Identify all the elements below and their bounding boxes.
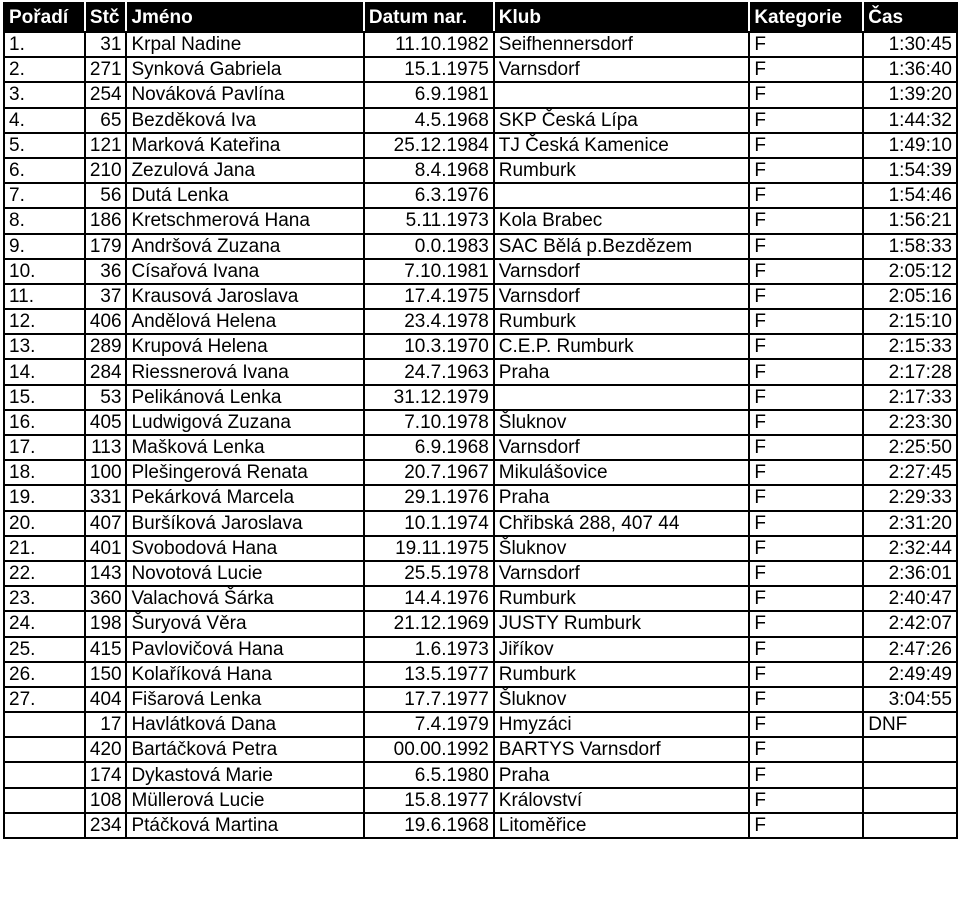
cell-category: F [749, 309, 863, 334]
cell-club: Mikulášovice [494, 460, 750, 485]
table-row [4, 259, 957, 284]
table-row [4, 57, 957, 82]
cell-bib: 271 [85, 57, 127, 82]
cell-club: Rumburk [494, 309, 750, 334]
cell-name: Pelikánová Lenka [126, 385, 363, 410]
cell-name: Fišarová Lenka [126, 687, 363, 712]
cell-category: F [749, 561, 863, 586]
cell-club: Hmyzáci [494, 712, 750, 737]
cell-bib: 198 [85, 611, 127, 636]
cell-name: Šuryová Věra [126, 611, 363, 636]
cell-bib: 36 [85, 259, 127, 284]
header-rank: Pořadí [4, 3, 85, 32]
cell-name: Mašková Lenka [126, 435, 363, 460]
cell-category: F [749, 586, 863, 611]
cell-time: 1:54:39 [863, 158, 957, 183]
table-row [4, 385, 957, 410]
cell-name: Pekárková Marcela [126, 485, 363, 510]
cell-birth: 15.1.1975 [364, 57, 494, 82]
table-body [4, 32, 957, 838]
cell-club: SAC Bělá p.Bezdězem [494, 234, 750, 259]
cell-bib: 420 [85, 737, 127, 762]
cell-time: 2:32:44 [863, 536, 957, 561]
cell-name: Buršíková Jaroslava [126, 511, 363, 536]
cell-birth: 15.8.1977 [364, 788, 494, 813]
cell-birth: 25.12.1984 [364, 133, 494, 158]
cell-bib: 113 [85, 435, 127, 460]
cell-category: F [749, 133, 863, 158]
cell-category: F [749, 762, 863, 787]
cell-time: 2:49:49 [863, 662, 957, 687]
cell-category: F [749, 712, 863, 737]
header-club: Klub [494, 3, 750, 32]
cell-rank: 10. [4, 259, 85, 284]
cell-name: Ludwigová Zuzana [126, 410, 363, 435]
cell-bib: 289 [85, 334, 127, 359]
cell-time [863, 813, 957, 838]
cell-birth: 6.5.1980 [364, 762, 494, 787]
cell-rank: 27. [4, 687, 85, 712]
cell-rank: 8. [4, 208, 85, 233]
table-row [4, 586, 957, 611]
cell-name: Dykastová Marie [126, 762, 363, 787]
cell-time: 2:15:33 [863, 334, 957, 359]
cell-club: Praha [494, 359, 750, 384]
cell-category: F [749, 536, 863, 561]
cell-name: Müllerová Lucie [126, 788, 363, 813]
cell-category: F [749, 158, 863, 183]
cell-rank: 18. [4, 460, 85, 485]
cell-club: Varnsdorf [494, 259, 750, 284]
cell-bib: 179 [85, 234, 127, 259]
cell-name: Synková Gabriela [126, 57, 363, 82]
cell-category: F [749, 284, 863, 309]
cell-bib: 406 [85, 309, 127, 334]
cell-rank: 21. [4, 536, 85, 561]
cell-rank: 22. [4, 561, 85, 586]
cell-bib: 284 [85, 359, 127, 384]
cell-birth: 4.5.1968 [364, 108, 494, 133]
table-row [4, 712, 957, 737]
cell-rank: 6. [4, 158, 85, 183]
cell-rank: 3. [4, 82, 85, 107]
table-header [4, 3, 957, 32]
cell-club: BARTYS Varnsdorf [494, 737, 750, 762]
cell-bib: 100 [85, 460, 127, 485]
table-row [4, 662, 957, 687]
cell-category: F [749, 637, 863, 662]
cell-name: Kretschmerová Hana [126, 208, 363, 233]
table-row [4, 511, 957, 536]
cell-bib: 37 [85, 284, 127, 309]
cell-birth: 10.1.1974 [364, 511, 494, 536]
cell-club: Rumburk [494, 158, 750, 183]
cell-rank: 19. [4, 485, 85, 510]
cell-bib: 401 [85, 536, 127, 561]
cell-category: F [749, 32, 863, 57]
cell-time: 3:04:55 [863, 687, 957, 712]
cell-birth: 31.12.1979 [364, 385, 494, 410]
cell-category: F [749, 662, 863, 687]
cell-bib: 415 [85, 637, 127, 662]
cell-birth: 19.11.1975 [364, 536, 494, 561]
header-bib: Stč [85, 3, 127, 32]
cell-time: 1:56:21 [863, 208, 957, 233]
cell-name: Bezděková Iva [126, 108, 363, 133]
table-row [4, 82, 957, 107]
cell-rank: 4. [4, 108, 85, 133]
cell-category: F [749, 788, 863, 813]
cell-rank [4, 762, 85, 787]
cell-bib: 405 [85, 410, 127, 435]
cell-bib: 331 [85, 485, 127, 510]
cell-club [494, 385, 750, 410]
cell-time: 2:25:50 [863, 435, 957, 460]
cell-birth: 19.6.1968 [364, 813, 494, 838]
table-row [4, 183, 957, 208]
cell-time: 2:05:12 [863, 259, 957, 284]
cell-club: Království [494, 788, 750, 813]
cell-time: 1:58:33 [863, 234, 957, 259]
cell-club: Varnsdorf [494, 57, 750, 82]
cell-birth: 29.1.1976 [364, 485, 494, 510]
cell-birth: 6.3.1976 [364, 183, 494, 208]
cell-club: Chřibská 288, 407 44 [494, 511, 750, 536]
header-name: Jméno [126, 3, 363, 32]
cell-bib: 234 [85, 813, 127, 838]
cell-category: F [749, 259, 863, 284]
cell-club: Litoměřice [494, 813, 750, 838]
cell-rank [4, 712, 85, 737]
cell-time: DNF [863, 712, 957, 737]
cell-birth: 23.4.1978 [364, 309, 494, 334]
cell-bib: 254 [85, 82, 127, 107]
cell-category: F [749, 234, 863, 259]
cell-club: SKP Česká Lípa [494, 108, 750, 133]
cell-category: F [749, 813, 863, 838]
cell-rank: 20. [4, 511, 85, 536]
cell-club: Praha [494, 762, 750, 787]
cell-name: Marková Kateřina [126, 133, 363, 158]
cell-birth: 17.4.1975 [364, 284, 494, 309]
cell-rank: 11. [4, 284, 85, 309]
header-row [4, 3, 957, 32]
cell-birth: 6.9.1968 [364, 435, 494, 460]
table-row [4, 410, 957, 435]
cell-bib: 174 [85, 762, 127, 787]
table-row [4, 813, 957, 838]
table-row [4, 208, 957, 233]
cell-rank: 2. [4, 57, 85, 82]
cell-time [863, 788, 957, 813]
cell-name: Andělová Helena [126, 309, 363, 334]
cell-bib: 186 [85, 208, 127, 233]
cell-club: Seifhennersdorf [494, 32, 750, 57]
cell-club: C.E.P. Rumburk [494, 334, 750, 359]
cell-rank: 24. [4, 611, 85, 636]
cell-time: 2:42:07 [863, 611, 957, 636]
cell-name: Andršová Zuzana [126, 234, 363, 259]
cell-time: 2:23:30 [863, 410, 957, 435]
cell-time: 2:17:33 [863, 385, 957, 410]
cell-club: Šluknov [494, 687, 750, 712]
cell-club: Rumburk [494, 662, 750, 687]
table-row [4, 460, 957, 485]
cell-birth: 7.10.1978 [364, 410, 494, 435]
cell-name: Riessnerová Ivana [126, 359, 363, 384]
cell-name: Pavlovičová Hana [126, 637, 363, 662]
header-category: Kategorie [749, 3, 863, 32]
cell-name: Plešingerová Renata [126, 460, 363, 485]
cell-birth: 5.11.1973 [364, 208, 494, 233]
cell-club: Rumburk [494, 586, 750, 611]
cell-time: 1:30:45 [863, 32, 957, 57]
cell-birth: 21.12.1969 [364, 611, 494, 636]
cell-time [863, 762, 957, 787]
table-row [4, 687, 957, 712]
cell-birth: 25.5.1978 [364, 561, 494, 586]
table-row [4, 611, 957, 636]
cell-club: TJ Česká Kamenice [494, 133, 750, 158]
cell-rank: 26. [4, 662, 85, 687]
cell-birth: 14.4.1976 [364, 586, 494, 611]
cell-birth: 20.7.1967 [364, 460, 494, 485]
cell-bib: 404 [85, 687, 127, 712]
cell-birth: 0.0.1983 [364, 234, 494, 259]
cell-club: JUSTY Rumburk [494, 611, 750, 636]
cell-rank: 9. [4, 234, 85, 259]
cell-bib: 65 [85, 108, 127, 133]
cell-bib: 17 [85, 712, 127, 737]
cell-bib: 143 [85, 561, 127, 586]
cell-club: Šluknov [494, 410, 750, 435]
table-row [4, 637, 957, 662]
cell-club [494, 82, 750, 107]
cell-rank [4, 737, 85, 762]
cell-birth: 6.9.1981 [364, 82, 494, 107]
table-row [4, 133, 957, 158]
cell-category: F [749, 385, 863, 410]
cell-rank: 16. [4, 410, 85, 435]
cell-bib: 31 [85, 32, 127, 57]
table-row [4, 334, 957, 359]
cell-time: 2:29:33 [863, 485, 957, 510]
cell-birth: 11.10.1982 [364, 32, 494, 57]
cell-bib: 407 [85, 511, 127, 536]
cell-rank: 1. [4, 32, 85, 57]
cell-name: Krpal Nadine [126, 32, 363, 57]
cell-category: F [749, 108, 863, 133]
cell-birth: 7.4.1979 [364, 712, 494, 737]
cell-category: F [749, 183, 863, 208]
cell-club [494, 183, 750, 208]
cell-category: F [749, 334, 863, 359]
cell-category: F [749, 485, 863, 510]
cell-birth: 1.6.1973 [364, 637, 494, 662]
cell-bib: 108 [85, 788, 127, 813]
cell-category: F [749, 611, 863, 636]
cell-rank: 7. [4, 183, 85, 208]
cell-rank: 14. [4, 359, 85, 384]
cell-birth: 8.4.1968 [364, 158, 494, 183]
cell-club: Jiříkov [494, 637, 750, 662]
cell-club: Šluknov [494, 536, 750, 561]
cell-club: Varnsdorf [494, 561, 750, 586]
header-time: Čas [863, 3, 957, 32]
cell-time: 1:36:40 [863, 57, 957, 82]
cell-rank: 23. [4, 586, 85, 611]
cell-category: F [749, 57, 863, 82]
cell-birth: 13.5.1977 [364, 662, 494, 687]
cell-time: 2:40:47 [863, 586, 957, 611]
cell-name: Novotová Lucie [126, 561, 363, 586]
cell-time: 1:54:46 [863, 183, 957, 208]
table-row [4, 737, 957, 762]
cell-category: F [749, 410, 863, 435]
cell-name: Císařová Ivana [126, 259, 363, 284]
cell-time: 1:49:10 [863, 133, 957, 158]
cell-club: Varnsdorf [494, 435, 750, 460]
header-birth: Datum nar. [364, 3, 494, 32]
results-table [3, 2, 958, 839]
table-row [4, 158, 957, 183]
table-row [4, 536, 957, 561]
cell-rank: 5. [4, 133, 85, 158]
cell-club: Praha [494, 485, 750, 510]
cell-category: F [749, 359, 863, 384]
cell-time: 2:15:10 [863, 309, 957, 334]
cell-category: F [749, 435, 863, 460]
cell-category: F [749, 208, 863, 233]
cell-bib: 150 [85, 662, 127, 687]
cell-rank: 25. [4, 637, 85, 662]
cell-time: 1:39:20 [863, 82, 957, 107]
cell-birth: 24.7.1963 [364, 359, 494, 384]
cell-club: Varnsdorf [494, 284, 750, 309]
cell-club: Kola Brabec [494, 208, 750, 233]
cell-rank: 12. [4, 309, 85, 334]
cell-bib: 53 [85, 385, 127, 410]
cell-category: F [749, 460, 863, 485]
cell-name: Dutá Lenka [126, 183, 363, 208]
cell-name: Valachová Šárka [126, 586, 363, 611]
table-row [4, 108, 957, 133]
table-row [4, 485, 957, 510]
table-row [4, 762, 957, 787]
cell-name: Svobodová Hana [126, 536, 363, 561]
cell-rank [4, 788, 85, 813]
cell-name: Krupová Helena [126, 334, 363, 359]
cell-time: 2:47:26 [863, 637, 957, 662]
cell-birth: 7.10.1981 [364, 259, 494, 284]
cell-time: 2:05:16 [863, 284, 957, 309]
cell-time: 2:17:28 [863, 359, 957, 384]
cell-time [863, 737, 957, 762]
cell-name: Nováková Pavlína [126, 82, 363, 107]
cell-category: F [749, 737, 863, 762]
cell-bib: 360 [85, 586, 127, 611]
table-row [4, 284, 957, 309]
cell-name: Krausová Jaroslava [126, 284, 363, 309]
table-row [4, 309, 957, 334]
cell-name: Ptáčková Martina [126, 813, 363, 838]
cell-rank: 17. [4, 435, 85, 460]
cell-rank [4, 813, 85, 838]
cell-category: F [749, 511, 863, 536]
table-row [4, 561, 957, 586]
cell-time: 2:27:45 [863, 460, 957, 485]
cell-category: F [749, 687, 863, 712]
cell-bib: 121 [85, 133, 127, 158]
table-row [4, 788, 957, 813]
cell-bib: 56 [85, 183, 127, 208]
table-row [4, 359, 957, 384]
cell-rank: 15. [4, 385, 85, 410]
cell-birth: 00.00.1992 [364, 737, 494, 762]
table-row [4, 32, 957, 57]
cell-birth: 10.3.1970 [364, 334, 494, 359]
cell-category: F [749, 82, 863, 107]
cell-bib: 210 [85, 158, 127, 183]
cell-name: Havlátková Dana [126, 712, 363, 737]
table-row [4, 234, 957, 259]
cell-time: 2:31:20 [863, 511, 957, 536]
table-row [4, 435, 957, 460]
cell-name: Zezulová Jana [126, 158, 363, 183]
cell-time: 2:36:01 [863, 561, 957, 586]
cell-birth: 17.7.1977 [364, 687, 494, 712]
cell-name: Kolaříková Hana [126, 662, 363, 687]
cell-name: Bartáčková Petra [126, 737, 363, 762]
cell-rank: 13. [4, 334, 85, 359]
cell-time: 1:44:32 [863, 108, 957, 133]
